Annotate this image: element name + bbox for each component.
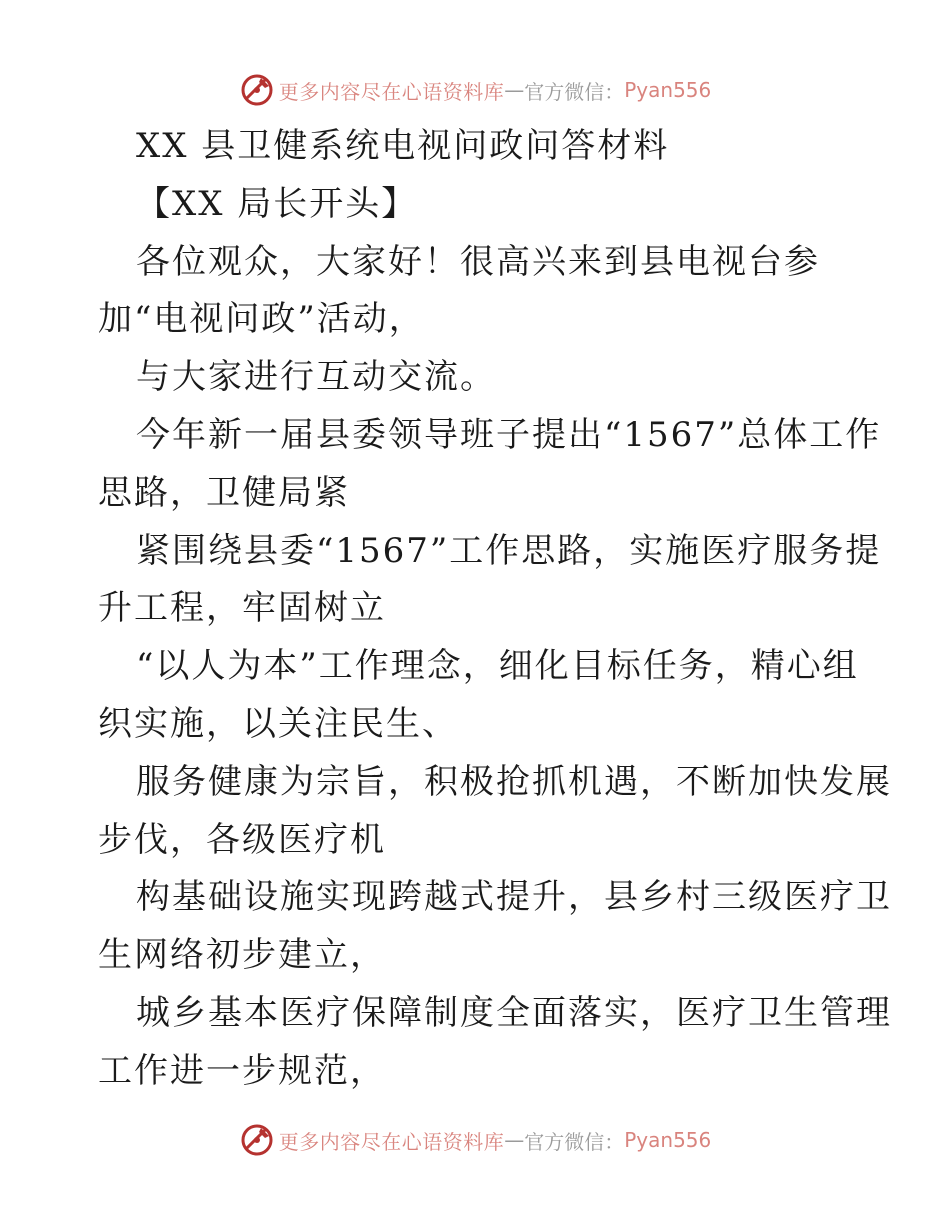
wechat-id: Pyan556	[624, 78, 712, 102]
paragraph-line: 升工程，牢固树立	[98, 588, 386, 629]
header-banner	[0, 68, 950, 112]
contact-label: 官方微信：	[524, 79, 625, 104]
paragraph-line: 与大家进行互动交流。	[136, 357, 496, 398]
brand-logo-icon	[239, 72, 275, 108]
paragraph-line: 城乡基本医疗保障制度全面落实，医疗卫生管理	[136, 992, 892, 1033]
brand-name: 更多内容尽在心语资料库	[278, 79, 505, 104]
paragraph-line: 紧围绕县委“1567”工作思路，实施医疗服务提	[136, 530, 882, 571]
paragraph-line: 构基础设施实现跨越式提升，县乡村三级医疗卫	[136, 877, 892, 918]
footer-banner	[0, 1118, 950, 1162]
paragraph-line: 思路，卫健局紧	[98, 472, 350, 513]
contact-label: 官方微信：	[524, 1129, 625, 1154]
brand-name: 更多内容尽在心语资料库	[278, 1129, 505, 1154]
paragraph-line: 工作进一步规范，	[98, 1050, 386, 1091]
document-title: XX 县卫健系统电视问政问答材料	[136, 126, 670, 166]
paragraph-line: 织实施，以关注民生、	[98, 703, 458, 744]
brand-logo-icon	[239, 1122, 275, 1158]
banner-separator: —	[504, 1128, 525, 1152]
paragraph-line: 服务健康为宗旨，积极抢抓机遇，不断加快发展	[136, 761, 892, 802]
paragraph-line: 各位观众，大家好！很高兴来到县电视台参	[136, 241, 820, 282]
paragraph-line: 加“电视问政”活动，	[98, 299, 425, 340]
banner-separator: —	[504, 78, 525, 102]
document-body	[98, 118, 892, 1101]
paragraph-line: “以人为本”工作理念，细化目标任务，精心组	[136, 646, 859, 687]
paragraph-line: 今年新一届县委领导班子提出“1567”总体工作	[136, 414, 882, 455]
wechat-id: Pyan556	[624, 1128, 712, 1152]
section-heading: 【XX 局长开头】	[136, 183, 418, 224]
paragraph-line: 生网络初步建立，	[98, 935, 386, 976]
paragraph-line: 步伐，各级医疗机	[98, 819, 386, 860]
